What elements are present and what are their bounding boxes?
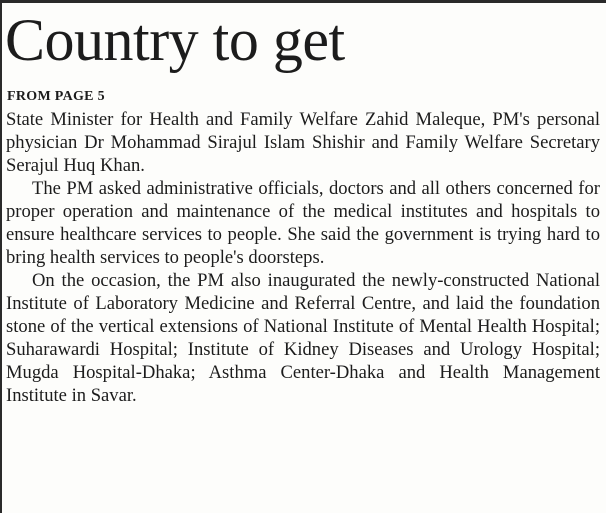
headline: Country to get: [5, 7, 345, 73]
paragraph-3: On the occasion, the PM also inaugurated the newly-constructed National Institute of Laboratory Medicine and Referral Centre, and laid the foundation stone of the vertical extensions of National Institute of Mental Health Hospital; Suharawardi Hospital; Institute of Kidney Diseases and Urology Hospital; Mugda Hospital-Dhaka; Asthma Center-Dhaka and Health Management Institute in Savar.: [6, 270, 600, 406]
continuation-dateline: FROM PAGE 5: [7, 89, 105, 104]
paragraph-2: The PM asked administrative officials, doctors and all others concerned for proper operation and maintenance of the medical institutes and hospitals to ensure healthcare services to people. She said the government is trying hard to bring health services to people's doorsteps.: [6, 178, 600, 268]
left-border-rule: [0, 0, 2, 513]
paragraph-1: State Minister for Health and Family Welfare Zahid Maleque, PM's personal physician Dr Mohammad Sirajul Islam Shishir and Family Welfare Secretary Serajul Huq Khan.: [6, 109, 600, 176]
top-border-rule: [0, 0, 606, 3]
article-body: [6, 108, 600, 407]
